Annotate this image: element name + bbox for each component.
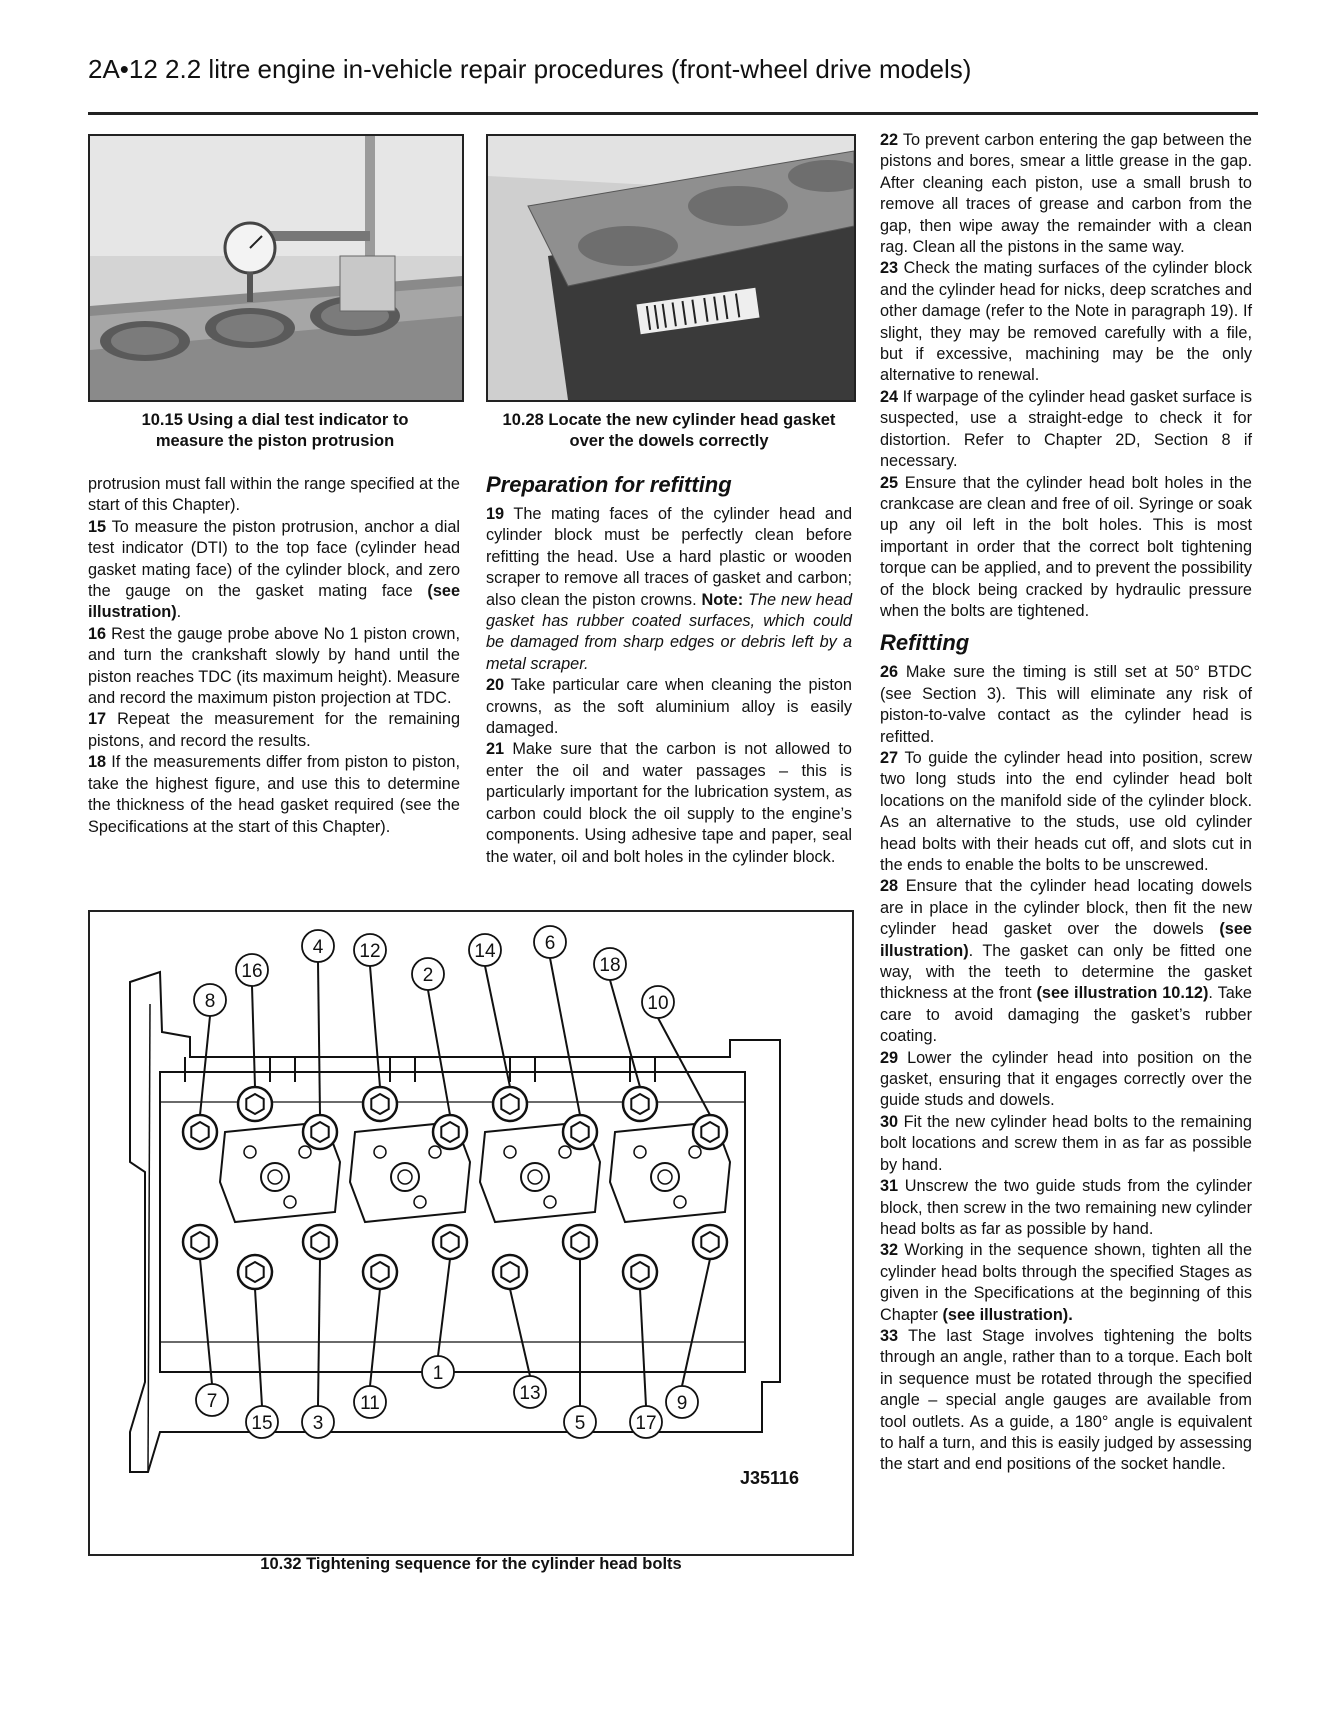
paragraph-16	[88, 624, 460, 710]
bolt-sequence-label	[564, 1406, 596, 1438]
paragraph-23	[880, 258, 1252, 386]
header-rule	[88, 112, 1258, 115]
page-header: 2A•12 2.2 litre engine in-vehicle repair procedures (front-wheel drive models)	[88, 54, 972, 84]
bolt-sequence-label	[469, 934, 501, 966]
cylinder-head-bolt	[623, 1087, 657, 1121]
paragraph-30	[880, 1112, 1252, 1176]
para-number: 29	[880, 1048, 899, 1067]
svg-text:15: 15	[251, 1413, 273, 1434]
para-number: 27	[880, 748, 899, 767]
para-text: If the measurements differ from piston to piston, take the highest figure, and use this to determine the thickness of the head gasket required (see the Specifications at the start of this Chapter).	[88, 753, 460, 836]
para-number: 17	[88, 710, 107, 729]
bolt-sequence-label	[666, 1386, 698, 1418]
cylinder-head-bolt	[623, 1255, 657, 1289]
cylinder-head-bolt	[303, 1115, 337, 1149]
bolt-sequence-label	[302, 1406, 334, 1438]
paragraph-14-cont: protrusion must fall within the range specified at the start of this Chapter).	[88, 475, 460, 515]
cylinder-head-bolt	[433, 1225, 467, 1259]
cylinder-head-bolt	[183, 1115, 217, 1149]
para-number: 33	[880, 1326, 899, 1345]
column-2	[486, 464, 852, 868]
see-illustration-ref: (see illustration 10.12)	[1036, 984, 1209, 1003]
section-heading-preparation: Preparation for refitting	[486, 472, 732, 497]
diagram-reference-code: J35116	[740, 1468, 800, 1488]
bolt-sequence-label	[412, 958, 444, 990]
svg-text:14: 14	[474, 941, 496, 962]
para-number: 26	[880, 663, 899, 682]
svg-text:17: 17	[635, 1413, 657, 1434]
cylinder-head-bolt	[563, 1115, 597, 1149]
para-number: 22	[880, 131, 899, 149]
para-text: Take particular care when cleaning the piston crowns, as the soft aluminium alloy is easily damaged.	[486, 676, 852, 738]
para-text: Unscrew the two guide studs from the cylinder block, then screw in the two remaining new cylinder head bolts as far as possible by hand.	[880, 1177, 1253, 1238]
note-text: The new head gasket has rubber coated surfaces, which could be damaged from sharp edges or debris left by a metal scraper.	[486, 590, 853, 673]
paragraph-29	[880, 1048, 1252, 1112]
svg-text:7: 7	[206, 1391, 218, 1412]
paragraph-17	[88, 709, 460, 752]
para-number: 28	[880, 877, 899, 896]
para-text: Repeat the measurement for the remaining pistons, and record the results.	[88, 710, 460, 750]
para-number: 19	[486, 505, 505, 523]
svg-text:10: 10	[647, 993, 669, 1014]
para-text: To measure the piston protrusion, anchor a dial test indicator (DTI) to the top face (cylinder head gasket mating face) of the cylinder block, and zero the gauge on the gasket mating face	[88, 517, 460, 601]
bolt-sequence-label	[236, 954, 268, 986]
column-1	[88, 474, 460, 838]
para-text: Lower the cylinder head into position on the gasket, ensuring that it engages correctly over the guide studs and dowels.	[880, 1048, 1252, 1110]
para-number: 23	[880, 259, 899, 278]
paragraph-33	[880, 1326, 1252, 1476]
bolt-sequence-label	[194, 984, 226, 1016]
cylinder-head-bolt	[563, 1225, 597, 1259]
paragraph-27	[880, 748, 1252, 876]
cylinder-head-bolt	[183, 1225, 217, 1259]
para-number: 16	[88, 624, 107, 643]
paragraph-21	[486, 739, 852, 867]
svg-text:9: 9	[676, 1393, 688, 1414]
photo-dial-test-indicator	[88, 134, 464, 402]
svg-text:3: 3	[312, 1413, 324, 1434]
para-text: Make sure that the carbon is not allowed to enter the oil and water passages – this is particularly important for the lubrication system, as carbon could block the oil supply to the engine’s components. Using adhesive tape and paper, seal the water, oil and bolt holes in the cylinder block.	[486, 740, 852, 866]
paragraph-18	[88, 752, 460, 838]
diagram-bolt-sequence	[88, 910, 854, 1573]
para-number: 32	[880, 1241, 899, 1260]
paragraph-22	[880, 130, 1252, 258]
para-text: Rest the gauge probe above No 1 piston crown, and turn the crankshaft slowly by hand until the piston reaches TDC (its maximum height). Measure and record the maximum piston projection at TDC.	[88, 624, 460, 708]
para-text: The last Stage involves tightening the bolts through an angle, rather than to a torque. Each bolt in sequence must be rotated through the specified angle – special angle gauges are available from tool outlets. As a guide, a 180° angle is equivalent to half a turn, and this is easily judged by assessing the start and end positions of the socket handle.	[880, 1326, 1252, 1474]
bolt-sequence-label	[514, 1376, 546, 1408]
paragraph-31	[880, 1176, 1252, 1240]
see-illustration-ref: (see illustration)	[88, 582, 460, 622]
svg-text:16: 16	[241, 961, 263, 982]
column-3	[880, 130, 1252, 1476]
cylinder-head-bolt	[238, 1087, 272, 1121]
svg-text:6: 6	[544, 933, 556, 954]
cylinder-head-bolt	[693, 1115, 727, 1149]
para-text: If warpage of the cylinder head gasket surface is suspected, use a straight-edge to check it for distortion. Refer to Chapter 2D, Section 8 if necessary.	[880, 387, 1252, 471]
para-text: Check the mating surfaces of the cylinder block and the cylinder head for nicks, deep scratches and other damage (refer to the Note in paragraph 19). If slight, they may be removed carefully with a file, but if excessive, machining may be the only alternative to renewal.	[880, 259, 1252, 385]
cylinder-head-bolt	[493, 1255, 527, 1289]
cylinder-head-bolt	[363, 1087, 397, 1121]
paragraph-28	[880, 876, 1252, 1047]
para-number: 15	[88, 517, 107, 536]
paragraph-20	[486, 675, 852, 739]
cylinder-head-bolt	[493, 1087, 527, 1121]
para-number: 20	[486, 676, 505, 695]
para-number: 25	[880, 473, 899, 492]
svg-text:18: 18	[599, 955, 621, 976]
note-label: Note:	[701, 590, 744, 609]
svg-text:4: 4	[312, 937, 324, 958]
para-text: To guide the cylinder head into position, screw two long studs into the end cylinder head bolt locations on the manifold side of the cylinder block. As an alternative to the studs, use old cylinder head bolts with their heads cut off, and slots cut in the ends to enable the bolts to be unscrewed.	[880, 748, 1253, 874]
paragraph-32: 32 Working in the sequence shown, tighten all the cylinder head bolts through the specified Stages as given in the Specifications at the beginning of this Chapter (see illustration).	[880, 1241, 1253, 1324]
svg-text:11: 11	[360, 1393, 380, 1414]
svg-text:8: 8	[204, 991, 216, 1012]
para-text: Ensure that the cylinder head locating dowels are in place in the cylinder block, then fit the new cylinder head gasket over the dowels	[880, 877, 1252, 939]
para-text: . The gasket can only be fitted one way, with the teeth to determine the gasket thickness at the front	[880, 941, 1252, 1003]
bolt-sequence-label	[354, 934, 386, 966]
bolt-sequence-label	[594, 948, 626, 980]
svg-text:13: 13	[519, 1383, 541, 1404]
bolt-sequence-drawing	[90, 912, 852, 1554]
para-number: 24	[880, 387, 899, 406]
cylinder-head-bolt	[363, 1255, 397, 1289]
para-text: The mating faces of the cylinder head and cylinder block must be perfectly clean before refitting the head. Use a hard plastic or wooden scraper to remove all traces of gasket and carbon; also clean the piston crowns.	[486, 505, 853, 609]
bolt-sequence-label	[642, 986, 674, 1018]
para-text: Fit the new cylinder head bolts to the remaining bolt locations and screw them in as far as possible by hand.	[880, 1112, 1252, 1174]
bolt-sequence-label	[630, 1406, 662, 1438]
para-text: To prevent carbon entering the gap between the pistons and bores, smear a little grease in the gap. After cleaning each piston, use a small brush to remove all traces of grease and carbon from the gap, then wipe away the remainder with a clean rag. Clean all the pistons in the same way.	[880, 131, 1252, 257]
svg-text:5: 5	[574, 1413, 586, 1434]
para-number: 18	[88, 753, 107, 772]
caption-fig-10-15: 10.15 Using a dial test indicator to measure the piston protrusion	[141, 411, 409, 450]
para-text: . Take care to avoid damaging the gasket’s rubber coating.	[880, 984, 1252, 1046]
cylinder-head-bolt	[238, 1255, 272, 1289]
para-text: Ensure that the cylinder head bolt holes in the crankcase are clean and free of oil. Syringe or soak up any oil left in the bolt holes. This is most important in order that the correct bolt tightening torque can be applied, and to prevent the possibility of the block being cracked by hydraulic pressure when the bolts are tightened.	[880, 473, 1253, 620]
paragraph-26	[880, 662, 1252, 748]
paragraph-19	[486, 504, 852, 675]
paragraph-24	[880, 387, 1252, 473]
para-text: Working in the sequence shown, tighten all the cylinder head bolts through the specified Stages as given in the Specifications at the beginning of this Chapter	[880, 1241, 1253, 1324]
see-illustration-ref: (see illustration)	[880, 920, 1252, 960]
bolt-sequence-label	[354, 1386, 386, 1418]
para-number: 21	[486, 740, 505, 759]
bolt-sequence-label	[422, 1356, 454, 1388]
svg-text:2: 2	[422, 965, 434, 986]
bolt-sequence-label	[302, 930, 334, 962]
bolt-sequence-label	[196, 1384, 228, 1416]
photo-head-gasket	[486, 134, 856, 402]
cylinder-head-bolt	[693, 1225, 727, 1259]
paragraph-25	[880, 473, 1252, 623]
svg-text:1: 1	[432, 1363, 444, 1384]
see-illustration-ref: (see illustration)	[942, 1305, 1069, 1324]
caption-fig-10-28: 10.28 Locate the new cylinder head gasket over the dowels correctly	[502, 411, 836, 450]
caption-fig-10-32: 10.32 Tightening sequence for the cylinder head bolts	[260, 1555, 682, 1573]
para-number: 31	[880, 1177, 899, 1196]
cylinder-head-bolt	[303, 1225, 337, 1259]
para-text: Make sure the timing is still set at 50° BTDC (see Section 3). This will eliminate any risk of piston-to-valve contact as the cylinder head is refitted.	[880, 663, 1252, 746]
bolt-sequence-label	[246, 1406, 278, 1438]
section-heading-refitting: Refitting	[880, 630, 970, 656]
cylinder-head-bolt	[433, 1115, 467, 1149]
bolt-sequence-label	[534, 926, 566, 958]
para-number: 30	[880, 1112, 899, 1131]
paragraph-15: 15 To measure the piston protrusion, anchor a dial test indicator (DTI) to the top face (cylinder head gasket mating face) of the cylinder block, and zero the gauge on the gasket mating face (see illustration).	[88, 517, 460, 622]
svg-text:12: 12	[359, 941, 381, 962]
